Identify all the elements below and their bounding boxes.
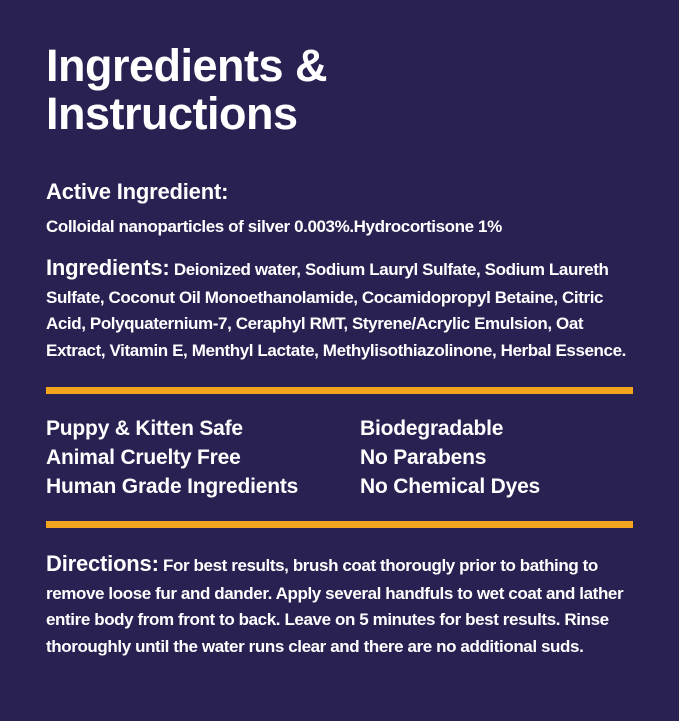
features-section xyxy=(46,415,633,502)
gold-divider-top xyxy=(46,387,633,394)
ingredients-text: Deionized water, Sodium Lauryl Sulfate, Sodium Laureth Sulfate, Coconut Oil Monoethanolamide, Cocamidopropyl Betaine, Citric Acid, Polyquaternium-7, Ceraphyl RMT, Styrene/Acrylic Emulsion, Oat Extract, Vitamin E, Menthyl Lactate, Methylisothiazolinone, Herbal Essence. xyxy=(46,259,626,360)
feature-item: No Chemical Dyes xyxy=(360,474,541,498)
gold-divider-bottom xyxy=(46,521,633,528)
feature-item: Animal Cruelty Free xyxy=(46,445,241,469)
ingredients-paragraph xyxy=(46,251,633,364)
features-column-left xyxy=(46,415,360,502)
directions-paragraph xyxy=(46,547,633,660)
directions-label: Directions: xyxy=(46,550,159,576)
active-ingredient-heading: Active Ingredient: xyxy=(46,179,229,205)
feature-item: Puppy & Kitten Safe xyxy=(46,416,243,440)
feature-item: No Parabens xyxy=(360,445,487,469)
features-column-right xyxy=(360,415,540,502)
active-ingredient-value: Colloidal nanoparticles of silver 0.003%.Hydrocortisone 1% xyxy=(46,217,502,237)
feature-item: Human Grade Ingredients xyxy=(46,474,299,498)
feature-item: Biodegradable xyxy=(360,416,504,440)
active-ingredient-section xyxy=(46,179,633,240)
ingredients-label: Ingredients: xyxy=(46,254,170,280)
label-card xyxy=(0,42,679,721)
directions-text: For best results, brush coat thorougly prior to bathing to remove loose fur and dander. Apply several handfuls to wet coat and lather entire body from front to back. Leave on 5 minutes for best results. Rinse thoroughly until the water runs clear and there are no additional suds. xyxy=(46,555,624,656)
page-title: Ingredients & Instructions xyxy=(46,40,328,139)
